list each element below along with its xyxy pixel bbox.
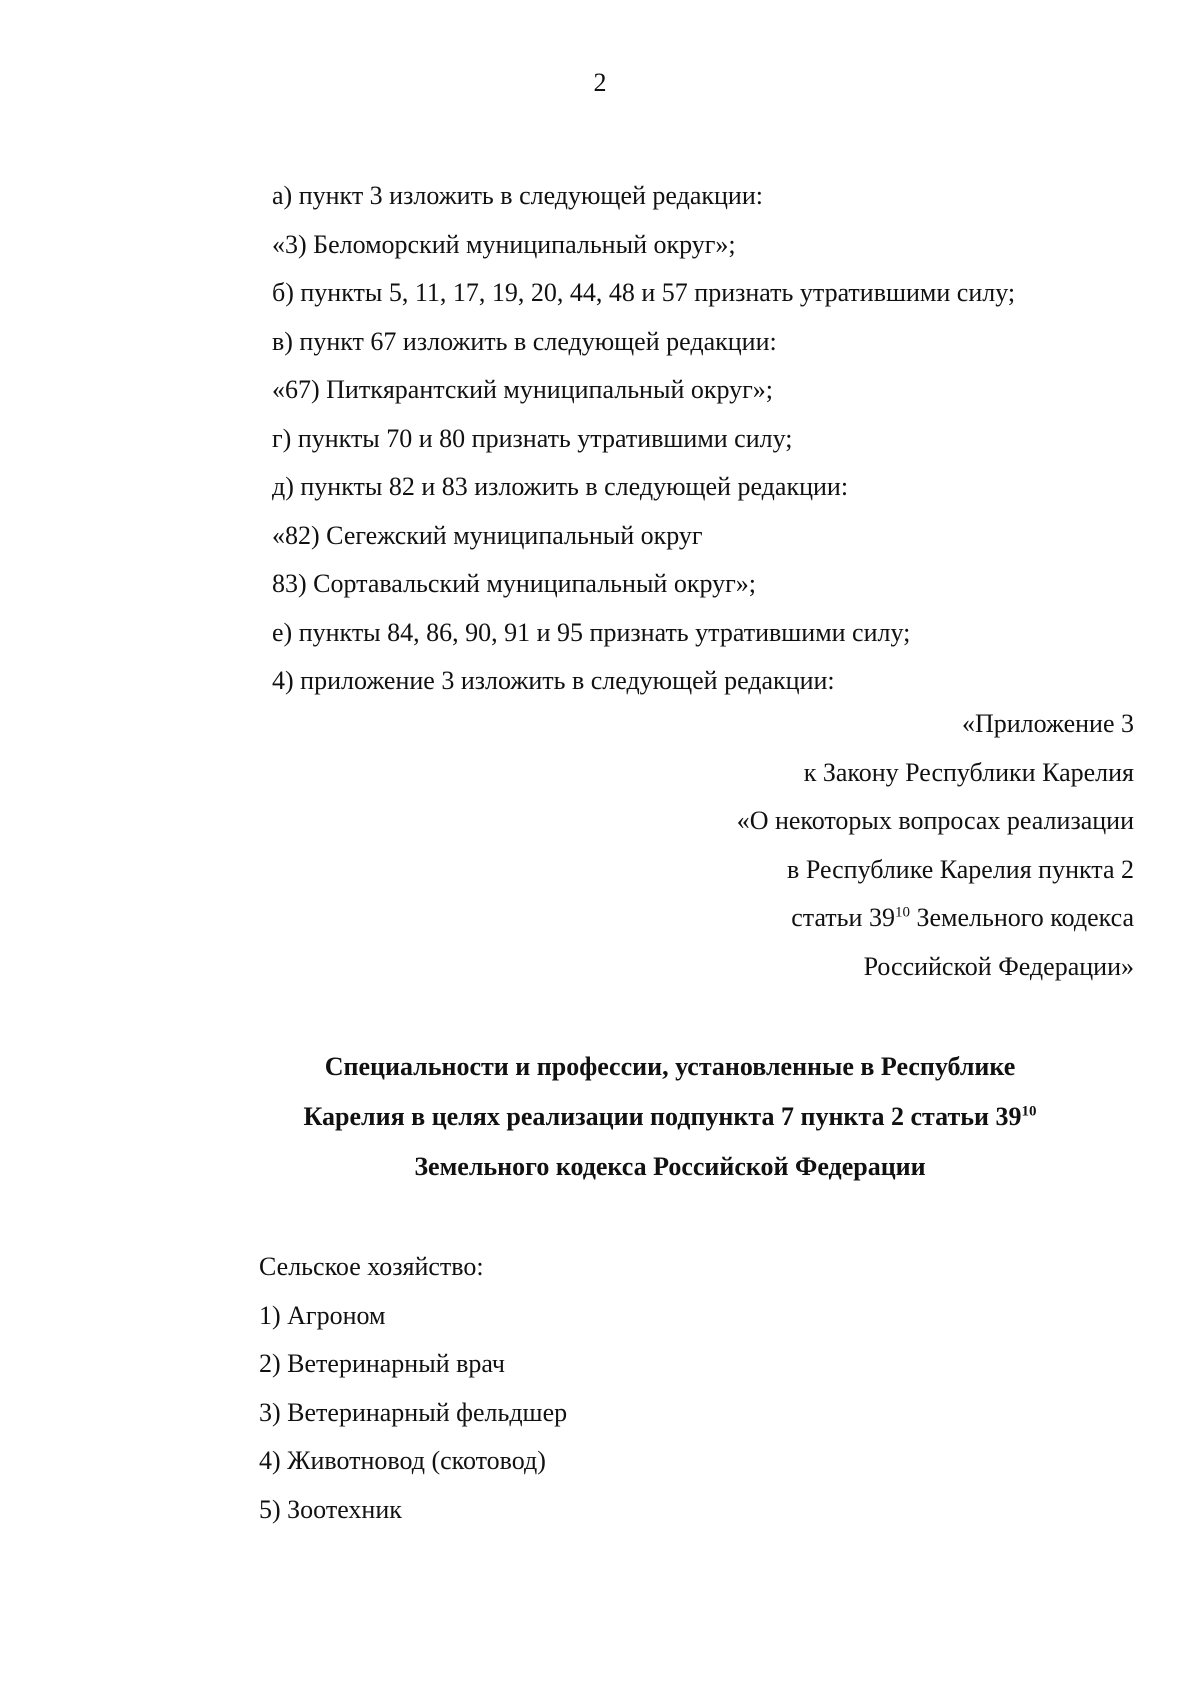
list-item: 5) Зоотехник: [259, 1494, 402, 1524]
amendment-item: «67) Питкярантский муниципальный округ»;: [272, 375, 774, 404]
professions-list: [259, 1292, 959, 1535]
list-item: 1) Агроном: [259, 1300, 386, 1330]
appendix-line: «Приложение 3: [961, 709, 1134, 738]
heading-line: Земельного кодекса Российской Федерации: [414, 1152, 926, 1181]
amendment-item: в) пункт 67 изложить в следующей редакции:: [272, 326, 777, 356]
list-item: 4) Животновод (скотовод): [259, 1446, 546, 1475]
professions-section: [259, 1243, 959, 1534]
appendix-reference: [494, 700, 1134, 991]
amendment-list: [272, 172, 1152, 706]
amendment-item: е) пункты 84, 86, 90, 91 и 95 признать утратившими силу;: [272, 617, 911, 647]
heading-line: Специальности и профессии, установленные в Республике: [324, 1052, 1016, 1081]
amendment-item: а) пункт 3 изложить в следующей редакции:: [272, 181, 763, 210]
appendix-text: статьи 39: [791, 903, 895, 932]
amendment-item: д) пункты 82 и 83 изложить в следующей редакции:: [272, 472, 849, 501]
appendix-line: Российской Федерации»: [863, 951, 1134, 981]
appendix-line: к Закону Республики Карелия: [803, 757, 1134, 787]
appendix-line: «О некоторых вопросах реализации: [736, 806, 1134, 835]
superscript: 10: [894, 904, 910, 921]
section-heading: [220, 1042, 1120, 1192]
list-item: 3) Ветеринарный фельдшер: [259, 1397, 568, 1427]
superscript: 10: [1021, 1103, 1037, 1120]
amendment-item: 4) приложение 3 изложить в следующей редакции:: [272, 666, 835, 695]
amendment-item: «82) Сегежский муниципальный округ: [272, 520, 703, 550]
amendment-item: г) пункты 70 и 80 признать утратившими силу;: [272, 423, 793, 453]
heading-text: Карелия в целях реализации подпункта 7 пункта 2 статьи 39: [303, 1102, 1022, 1131]
amendment-item: 83) Сортавальский муниципальный округ»;: [272, 569, 757, 598]
list-item: 2) Ветеринарный врач: [259, 1349, 505, 1378]
appendix-text: Земельного кодекса: [909, 903, 1134, 932]
amendment-item: «3) Беломорский муниципальный округ»;: [272, 229, 736, 259]
page-number: 2: [593, 68, 607, 97]
section-label: Сельское хозяйство:: [259, 1252, 484, 1281]
amendment-item: б) пункты 5, 11, 17, 19, 20, 44, 48 и 57 признать утратившими силу;: [272, 278, 1016, 307]
appendix-line: в Республике Карелия пункта 2: [787, 854, 1134, 884]
heading-line: [220, 1092, 1120, 1142]
appendix-line: [494, 894, 1134, 943]
